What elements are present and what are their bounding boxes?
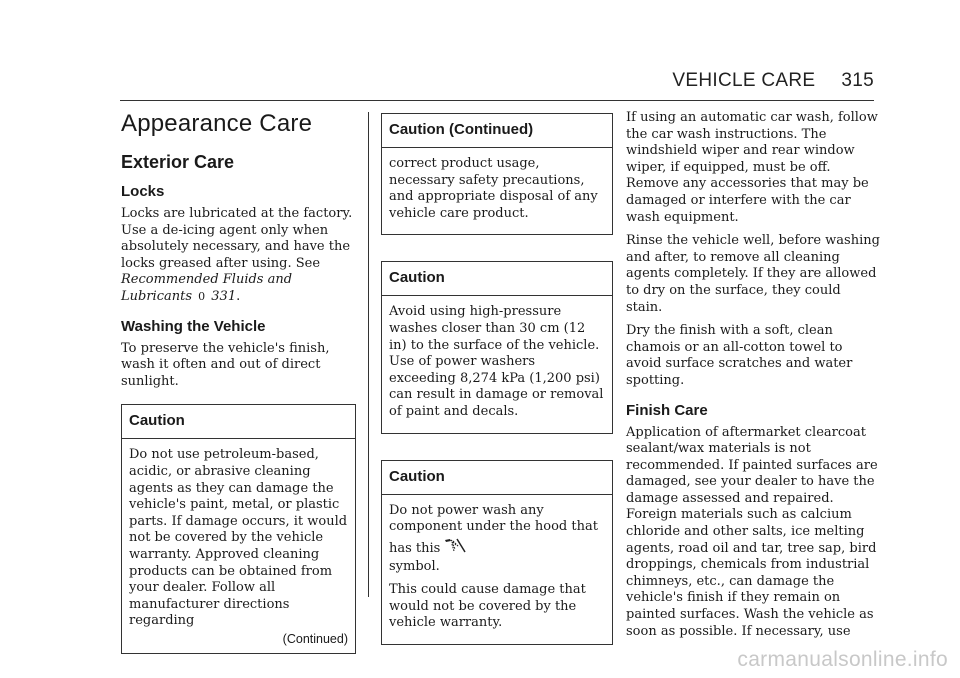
column-2 xyxy=(381,110,613,661)
caution-title: Caution xyxy=(122,405,355,439)
locks-paragraph: Locks are lubricated at the factory. Use a de-icing agent only when absolutely necessary, and have the locks greased after using. See Recommended Fluids and Lubricants 0 331. xyxy=(121,206,353,304)
column-1 xyxy=(121,110,356,670)
header-rule xyxy=(120,100,874,101)
caution-box-continued xyxy=(381,113,613,235)
column-divider xyxy=(368,112,369,597)
no-water-spray-icon xyxy=(443,536,467,560)
page-title: Appearance Care xyxy=(121,110,313,137)
page-header xyxy=(672,70,874,92)
section-heading: Exterior Care xyxy=(121,152,235,172)
caution-box-2 xyxy=(381,261,613,433)
paragraph: If using an automatic car wash, follow the car wash instructions. The windshield wiper and rear window wiper, if equipped, must be off. Remove any accessories that may be damaged or interfere with the car wash equipment. xyxy=(626,110,878,225)
paragraph: Dry the finish with a soft, clean chamois or an all-cotton towel to avoid surface scratches and water spotting. xyxy=(626,323,853,388)
caution-text: correct product usage, necessary safety precautions, and appropriate disposal of any vehicle care product. xyxy=(389,156,598,221)
caution-text: Do not power wash any component under the hood that has this symbol. xyxy=(389,502,598,575)
caution-box-3 xyxy=(381,460,613,645)
washing-paragraph: To preserve the vehicle's finish, wash it often and out of direct sunlight. xyxy=(121,340,330,389)
locks-heading: Locks xyxy=(121,183,165,200)
finish-care-heading: Finish Care xyxy=(626,401,708,419)
page-ref-arrow-icon: 0 xyxy=(198,289,206,303)
caution-title: Caution xyxy=(382,461,612,495)
caution-text: Avoid using high-pressure washes closer than 30 cm (12 in) to the surface of the vehicle. Use of power washers exceeding 8,274 kPa (1,200 psi) can result in damage or removal of paint and decals. xyxy=(389,304,604,419)
continued-label: (Continued) xyxy=(282,631,348,646)
xref-link[interactable]: Recommended Fluids and Lubricants 0 331 xyxy=(121,272,293,304)
column-3 xyxy=(626,110,880,647)
watermark: carmanualsonline.info xyxy=(737,648,948,671)
caution-title: Caution xyxy=(382,262,612,296)
section-name: VEHICLE CARE xyxy=(672,70,816,91)
caution-title: Caution (Continued) xyxy=(382,114,612,148)
page-number: 315 xyxy=(841,70,874,91)
caution-text: This could cause damage that would not be covered by the vehicle warranty. xyxy=(389,581,586,631)
caution-box-1 xyxy=(121,404,356,654)
washing-heading: Washing the Vehicle xyxy=(121,317,266,335)
caution-text: Do not use petroleum-based, acidic, or abrasive cleaning agents as they can damage the vehicle's paint, metal, or plastic parts. If damage occurs, it would not be covered by the vehicle warranty. Approved cleaning products can be obtained from your dealer. Follow all manufacturer directions regarding xyxy=(129,447,348,629)
paragraph: Rinse the vehicle well, before washing and after, to remove all cleaning agents completely. If they are allowed to dry on the surface, they could stain. xyxy=(626,233,880,315)
paragraph: Application of aftermarket clearcoat sealant/wax materials is not recommended. If painted surfaces are damaged, see your dealer to have the damage assessed and repaired. Foreign materials such as calcium chloride and other salts, ice melting agents, road oil and tar, tree sap, bird droppings, chemicals from industrial chimneys, etc., can damage the vehicle's finish if they remain on painted surfaces. Wash the vehicle as soon as possible. If necessary, use xyxy=(626,424,878,639)
